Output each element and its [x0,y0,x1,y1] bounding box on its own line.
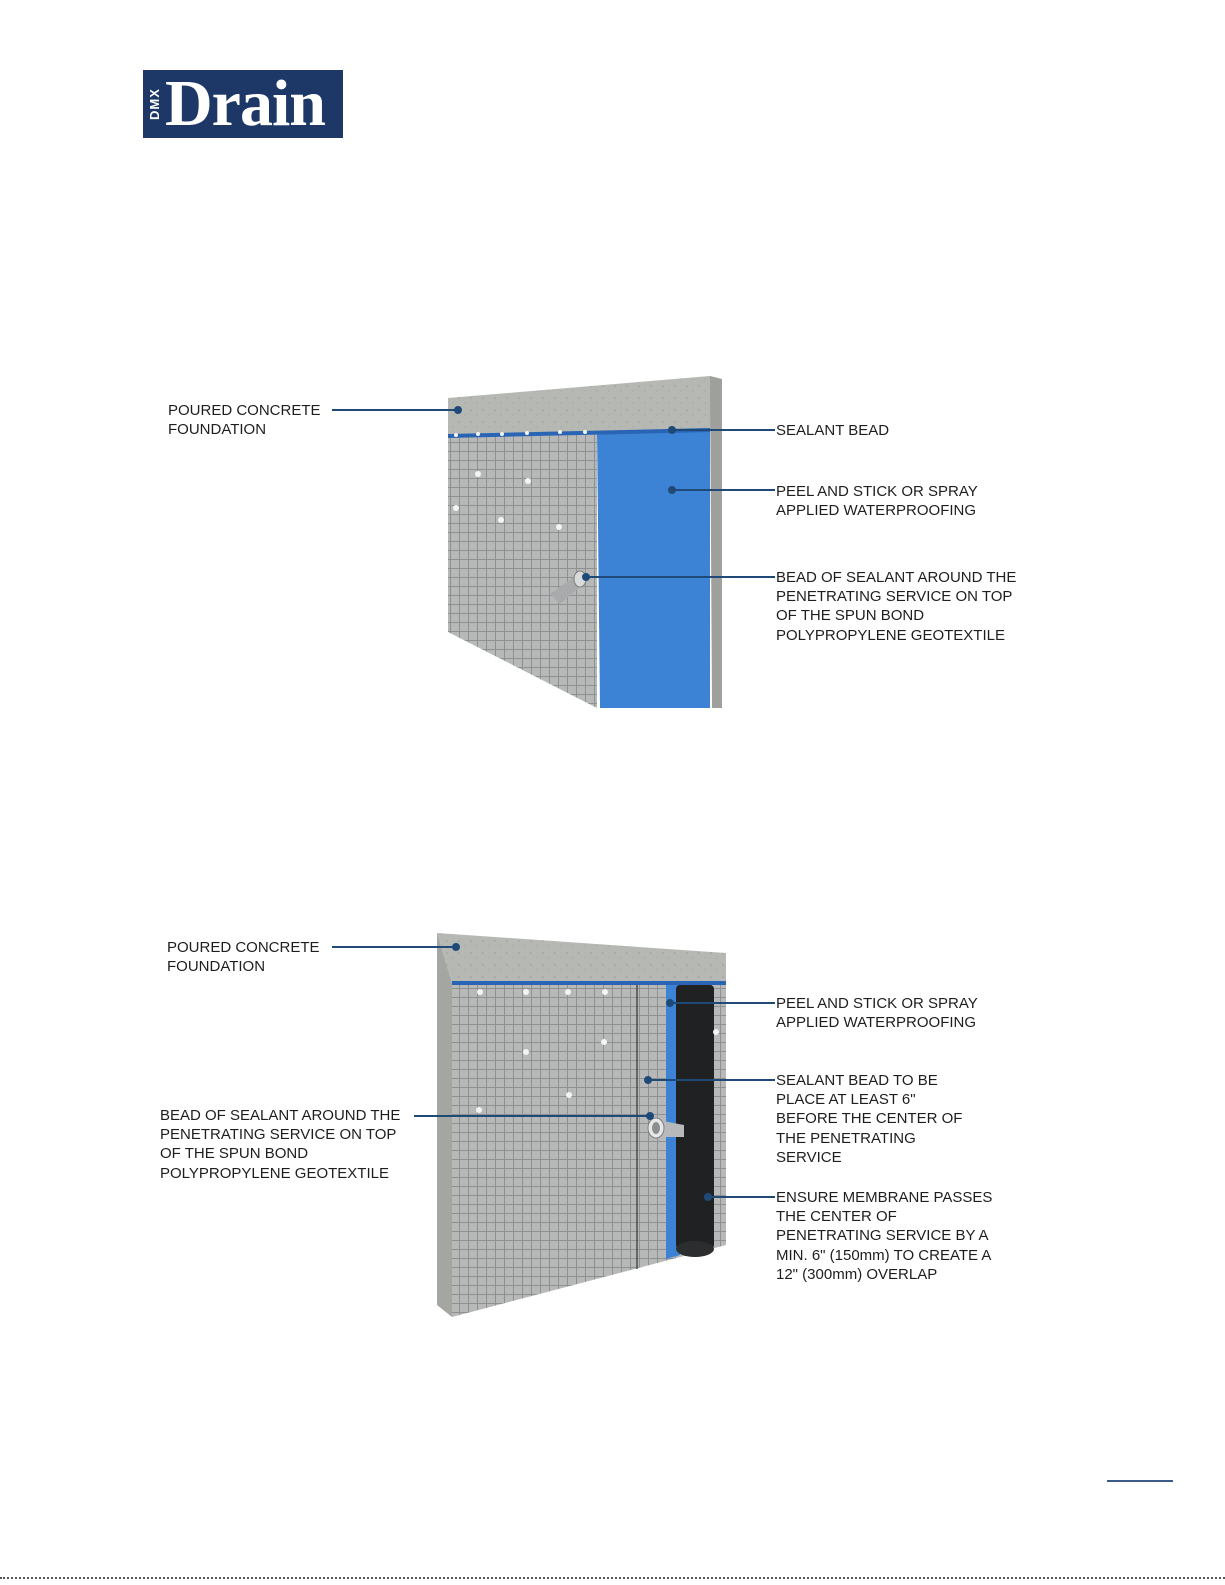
label-foundation-1: POURED CONCRETE FOUNDATION [168,402,321,439]
concrete-left-edge [437,933,452,1317]
label-sealant-bead-1: SEALANT BEAD [776,422,890,439]
waterproofing-membrane [597,430,710,708]
concrete-edge [710,376,722,708]
label-waterproofing-1: PEEL AND STICK OR SPRAY APPLIED WATERPROOFING [776,483,978,520]
black-membrane [676,985,714,1249]
label-membrane-2: ENSURE MEMBRANE PASSES THE CENTER OF PENETRATING SERVICE BY A MIN. 6" (150mm) TO CREATE A 12" (300mm) OVERLAP [776,1189,993,1283]
concrete-foundation [437,933,726,983]
label-service-sealant-1: BEAD OF SEALANT AROUND THE PENETRATING SERVICE ON TOP OF THE SPUN BOND POLYPROPYLENE GEOTEXTILE [776,569,1017,644]
page-bottom-edge [0,1577,1225,1579]
label-foundation-2: POURED CONCRETE FOUNDATION [167,939,320,976]
label-sealant-bead-2: SEALANT BEAD TO BE PLACE AT LEAST 6" BEFORE THE CENTER OF THE PENETRATING SERVICE [776,1072,963,1166]
drainage-mesh [448,432,597,708]
label-waterproofing-2: PEEL AND STICK OR SPRAY APPLIED WATERPROOFING [776,995,978,1032]
logo-brand-text: DMX [147,88,162,120]
page-number-rule [1107,1480,1173,1482]
label-service-sealant-2: BEAD OF SEALANT AROUND THE PENETRATING SERVICE ON TOP OF THE SPUN BOND POLYPROPYLENE GEOTEXTILE [160,1107,401,1182]
logo [143,70,343,138]
logo-wordmark: Drain [165,70,325,138]
